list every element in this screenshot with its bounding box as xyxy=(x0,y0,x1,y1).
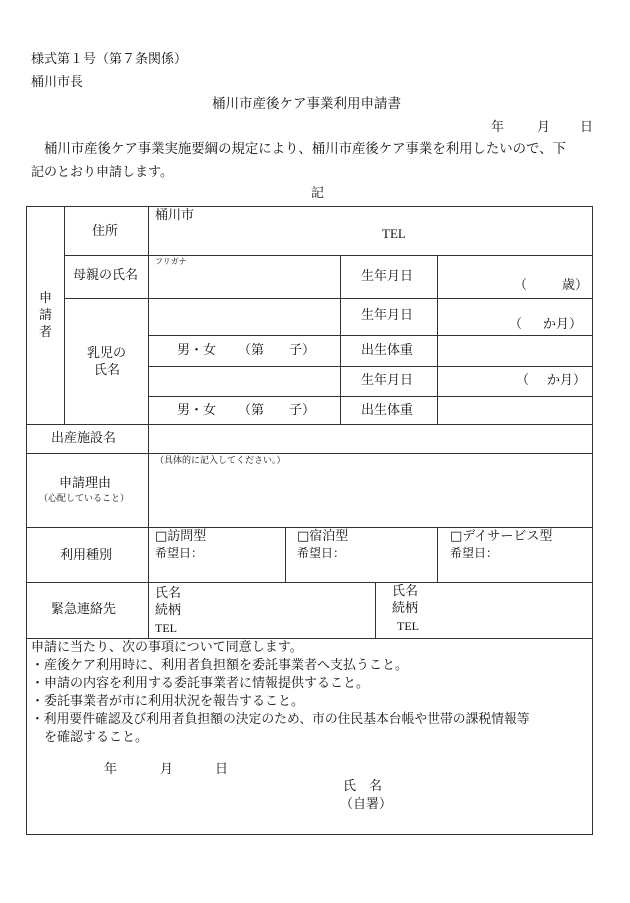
mother-age-open: （ xyxy=(514,278,528,293)
usage-label: 利用種別 xyxy=(60,548,113,563)
infant2-order-open: （第 xyxy=(238,403,265,418)
visit-wish-date-label: 希望日： xyxy=(155,546,204,560)
infant1-months-unit: か月） xyxy=(543,317,583,332)
usage-option-day-service[interactable] xyxy=(450,529,552,545)
infant1-order-close: 子） xyxy=(289,343,316,358)
consent-date-year: 年 xyxy=(104,762,118,777)
applicant-label-3: 者 xyxy=(39,325,53,340)
intro-text-line2: 記のとおり申請します。 xyxy=(31,165,173,180)
applicant-label-2: 請 xyxy=(39,308,53,323)
consent-item-2: ・申請の内容を利用する委託事業者に情報提供すること。 xyxy=(31,676,370,691)
infant-name-label-2: 氏名 xyxy=(94,363,121,378)
emergency1-relation-label: 続柄 xyxy=(155,603,182,618)
address-label: 住所 xyxy=(92,224,119,239)
infant1-birth-weight-label: 出生体重 xyxy=(361,343,414,358)
infant1-sex-choice: 男・女 xyxy=(177,343,217,358)
mother-age-unit: 歳） xyxy=(562,278,589,293)
usage-option-visit[interactable] xyxy=(155,529,206,545)
reason-hint: （具体的に記入してください。） xyxy=(155,456,286,466)
consent-date-day: 日 xyxy=(215,762,229,777)
visit-checkbox[interactable]: □ xyxy=(155,529,168,544)
day-service-wish-date-label: 希望日： xyxy=(450,546,499,560)
consent-item-4: ・利用要件確認及び利用者負担額の決定のため、市の住民基本台帳や世帯の課税情報等 xyxy=(31,712,530,727)
consent-date-month: 月 xyxy=(160,762,174,777)
emergency2-relation-label: 続柄 xyxy=(392,601,419,616)
emergency1-name-label: 氏名 xyxy=(155,586,182,601)
emergency2-tel-label: TEL xyxy=(397,619,419,633)
infant2-birthdate-label: 生年月日 xyxy=(361,373,414,388)
addressee: 桶川市長 xyxy=(31,75,84,90)
header-date-year: 年 xyxy=(491,120,505,135)
usage-option-stay[interactable] xyxy=(297,529,348,545)
stay-label: 宿泊型 xyxy=(309,529,349,544)
infant1-birthdate-label: 生年月日 xyxy=(361,308,414,323)
stay-wish-date-label: 希望日： xyxy=(297,546,346,560)
mother-name-label: 母親の氏名 xyxy=(73,268,139,283)
infant2-sex-choice: 男・女 xyxy=(177,403,217,418)
infant1-months-open: （ xyxy=(509,317,523,332)
visit-label: 訪問型 xyxy=(167,529,207,544)
day-service-label: デイサービス型 xyxy=(462,529,553,544)
emergency2-name-label: 氏名 xyxy=(392,584,419,599)
infant2-months-unit: か月） xyxy=(547,373,587,388)
address-tel-label: TEL xyxy=(382,226,406,241)
ki-heading: 記 xyxy=(311,186,325,201)
header-date-day: 日 xyxy=(580,120,594,135)
consent-item-4-cont: を確認すること。 xyxy=(31,730,149,745)
infant2-order-close: 子） xyxy=(289,403,316,418)
header-date-month: 月 xyxy=(537,120,551,135)
address-city: 桶川市 xyxy=(155,208,195,223)
applicant-label-1: 申 xyxy=(39,291,53,306)
reason-label: 申請理由 xyxy=(59,476,112,491)
intro-text-line1: 桶川市産後ケア事業実施要綱の規定により、桶川市産後ケア事業を利用したいので、下 xyxy=(44,142,566,157)
stay-checkbox[interactable]: □ xyxy=(297,529,310,544)
form-title: 桶川市産後ケア事業利用申請書 xyxy=(212,96,401,112)
consent-signature-label: （自署） xyxy=(340,797,393,812)
reason-sublabel: （心配していること） xyxy=(39,494,130,504)
infant2-birth-weight-label: 出生体重 xyxy=(361,403,414,418)
infant1-order-open: （第 xyxy=(238,343,265,358)
infant2-months-open: （ xyxy=(516,373,530,388)
emergency-label: 緊急連絡先 xyxy=(51,602,117,617)
consent-intro: 申請に当たり、次の事項について同意します。 xyxy=(31,640,303,655)
infant-name-label-1: 乳児の xyxy=(87,346,127,361)
day-service-checkbox[interactable]: □ xyxy=(450,529,463,544)
consent-item-3: ・委託事業者が市に利用状況を報告すること。 xyxy=(31,694,305,709)
form-number: 様式第１号（第７条関係） xyxy=(31,52,188,67)
consent-item-1: ・産後ケア利用時に、利用者負担額を委託事業者へ支払うこと。 xyxy=(31,658,409,673)
facility-label: 出産施設名 xyxy=(51,431,117,446)
consent-name-label: 氏 名 xyxy=(343,779,383,794)
furigana-label: フリガナ xyxy=(155,257,187,266)
mother-birthdate-label: 生年月日 xyxy=(361,269,414,284)
emergency1-tel-label: TEL xyxy=(155,621,177,635)
